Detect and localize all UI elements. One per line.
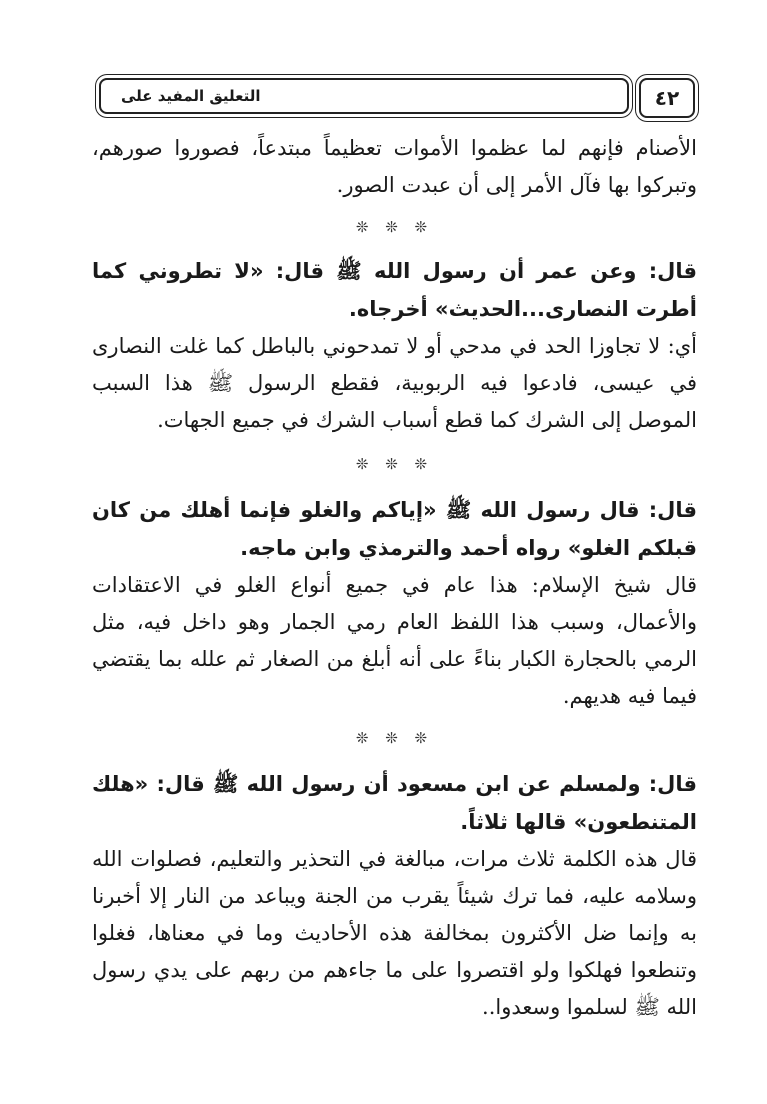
paragraph-2: أي: لا تجاوزا الحد في مدحي أو لا تمدحوني بالباطل كما غلت النصارى في عيسى، فادعوا فيه الربوبية، فقطع الرسول ﷺ هذا السبب الموصل إلى الشرك كما قطع أسباب الشرك في جميع الجهات.	[92, 334, 697, 432]
section-separator: ❊ ❊ ❊	[355, 729, 434, 747]
page-header	[95, 78, 695, 118]
hadith-heading-3: قال: ولمسلم عن ابن مسعود أن رسول الله ﷺ قال: «هلك المتنطعون» قالها ثلاثاً.	[92, 772, 697, 834]
hadith-heading-2: قال: قال رسول الله ﷺ «إياكم والغلو فإنما أهلك من كان قبلكم الغلو» رواه أحمد والترمذي وابن ماجه.	[92, 498, 697, 560]
paragraph-4: قال هذه الكلمة ثلاث مرات، مبالغة في التحذير والتعليم، فصلوات الله وسلامه عليه، فما ترك شيئاً يقرب من الجنة ويباعد من النار إلا أخبرنا به وإنما ضل الأكثرون بمخالفة هذه الأحاديث وما في معناها، فغلوا وتنطعوا فهلكوا ولو اقتصروا على ما جاءهم من ربهم على يدي رسول الله ﷺ لسلموا وسعدوا..	[92, 847, 697, 1019]
paragraph-3: قال شيخ الإسلام: هذا عام في جميع أنواع الغلو في الاعتقادات والأعمال، وسبب هذا اللفظ العام رمي الجمار وهو داخل فيه، مثل الرمي بالحجارة الكبار بناءً على أنه أبلغ من الصغار ثم علله بما يقتضي فيما فيه هديهم.	[92, 573, 697, 708]
running-title: التعليق المفيد على	[99, 78, 629, 114]
page-number: ٤٢	[639, 78, 695, 118]
section-separator: ❊ ❊ ❊	[355, 218, 434, 236]
page-body	[92, 130, 697, 1026]
paragraph-1: الأصنام فإنهم لما عظموا الأموات تعظيماً مبتدعاً، فصوروا صورهم، وتبركوا بها فآل الأمر إلى أن عبدت الصور.	[92, 136, 697, 197]
section-separator: ❊ ❊ ❊	[355, 455, 434, 473]
hadith-heading-1: قال: وعن عمر أن رسول الله ﷺ قال: «لا تطروني كما أطرت النصارى...الحديث» أخرجاه.	[92, 259, 697, 321]
